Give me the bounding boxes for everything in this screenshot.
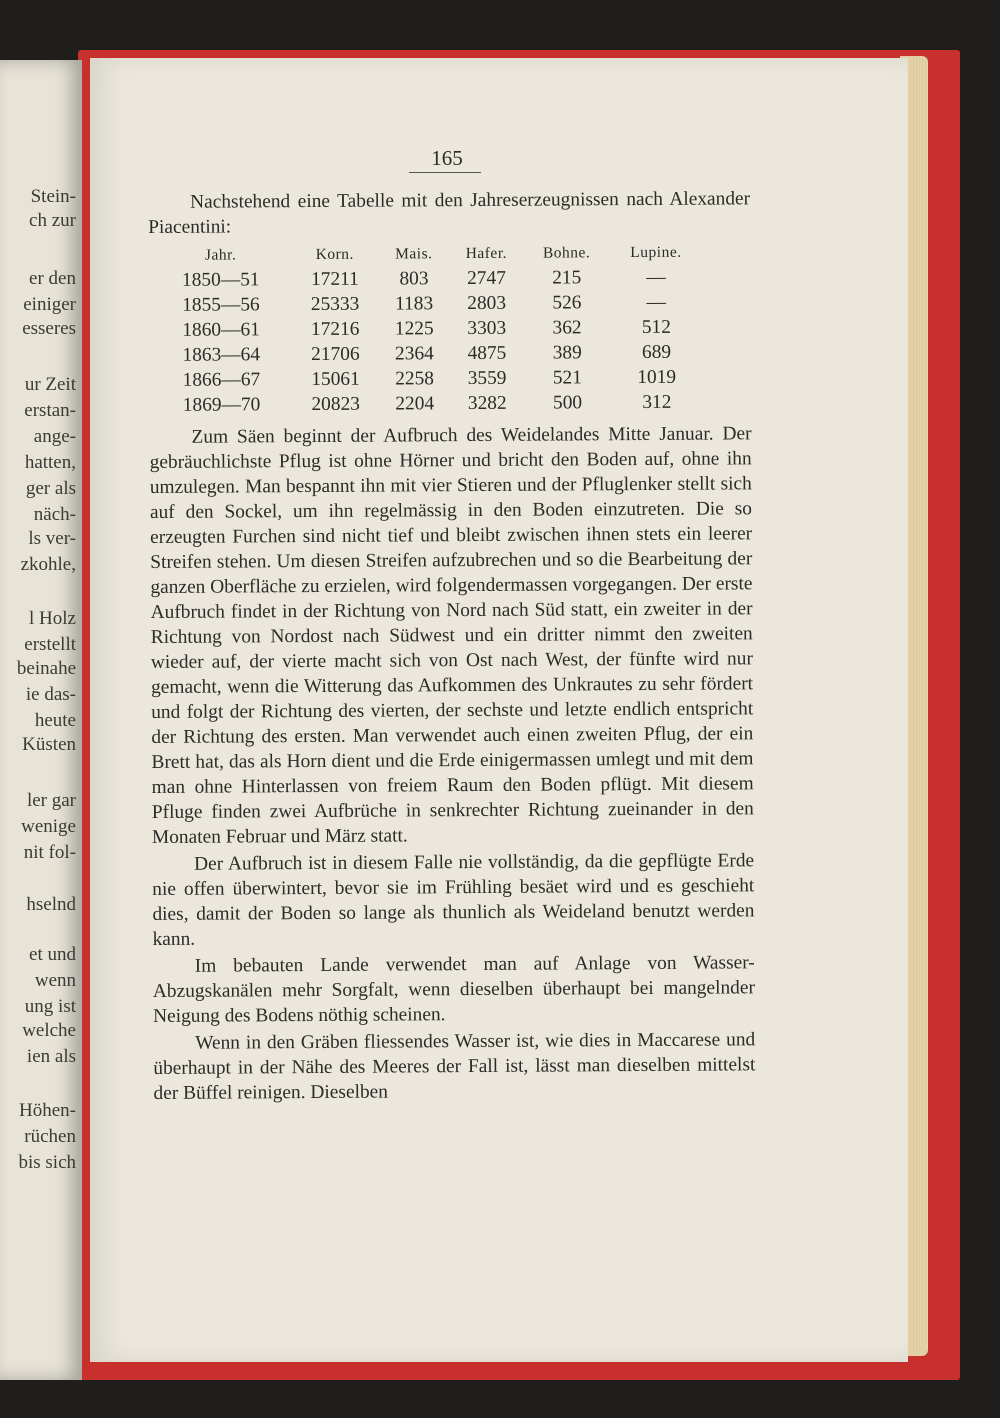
left-line-fragment: ie das- — [25, 684, 76, 705]
left-line-fragment: ung ist — [24, 996, 76, 1017]
table-cell: — — [646, 266, 666, 288]
left-line-fragment: rüchen — [24, 1126, 76, 1147]
left-line-fragment: hselnd — [26, 894, 76, 915]
column-header: Lupine. — [630, 243, 682, 262]
column-header: Mais. — [395, 245, 433, 263]
left-line-fragment: l Holz — [29, 608, 76, 629]
table-cell: 3282 — [467, 392, 507, 415]
table-row — [151, 340, 703, 368]
harvest-table — [150, 240, 703, 418]
left-line-fragment: ler gar — [26, 790, 76, 811]
left-line-fragment: wenige — [21, 816, 76, 837]
left-line-fragment: Stein- — [30, 186, 76, 207]
intro-paragraph: Nachstehend eine Tabelle mit den Jahreserzeugnissen nach Alexander Piacentini: — [148, 188, 751, 238]
table-cell: 521 — [552, 367, 582, 389]
page-number: 165 — [431, 146, 463, 170]
table-cell: 526 — [552, 292, 582, 314]
table-cell: 1869—70 — [182, 394, 261, 416]
left-line-fragment: heute — [34, 710, 76, 731]
table-cell: 15061 — [311, 368, 360, 391]
left-line-fragment: esseres — [22, 318, 76, 339]
table-cell: 2803 — [467, 292, 507, 315]
left-line-fragment: er den — [29, 268, 76, 289]
left-line-fragment: Höhen- — [19, 1100, 76, 1121]
table-cell: 362 — [552, 317, 582, 339]
left-line-fragment: ange- — [33, 426, 76, 447]
facing-page-edge — [0, 60, 82, 1380]
page-text — [148, 186, 756, 1106]
table-cell: 312 — [642, 391, 672, 413]
table-cell: 3559 — [467, 367, 507, 390]
left-line-fragment: beinahe — [16, 658, 76, 679]
body-paragraph: Der Aufbruch ist in diesem Falle nie vollständig, da die gepflügte Erde nie offen überwintert, bevor sie im Frühling besäet wird und es geschieht dies, damit der Boden so lange als thunlich als Weideland benutzt werden kann. — [152, 850, 755, 950]
table-row — [151, 390, 703, 418]
table-cell: — — [646, 291, 666, 313]
left-line-fragment: bis sich — [18, 1152, 76, 1173]
table-cell: 21706 — [311, 343, 360, 366]
body-paragraph: Im bebauten Lande verwendet man auf Anlage von Wasser-Abzugskanälen mehr Sorgfalt, wenn dieselben überhaupt bei mangelnder Neigung des Bodens nöthig scheinen. — [152, 952, 755, 1027]
left-line-fragment: wenn — [34, 970, 76, 991]
left-line-fragment: näch- — [33, 504, 76, 525]
table-cell: 17211 — [310, 268, 359, 291]
left-line-fragment: nit fol- — [23, 842, 76, 863]
table-cell: 1183 — [395, 293, 434, 315]
table-cell: 1855—56 — [182, 294, 260, 316]
table-row — [150, 265, 702, 293]
table-cell: 803 — [399, 268, 429, 290]
table-cell: 215 — [552, 267, 582, 289]
table-cell: 2747 — [467, 267, 506, 290]
left-line-fragment: Küsten — [22, 734, 76, 755]
table-cell: 2364 — [394, 343, 434, 365]
left-line-fragment: et und — [29, 944, 76, 965]
left-line-fragment: einiger — [23, 294, 76, 315]
table-header-row — [150, 240, 702, 268]
table-cell: 389 — [552, 342, 582, 364]
table-cell: 25333 — [310, 293, 360, 316]
table-cell: 1863—64 — [182, 344, 261, 366]
column-header: Hafer. — [465, 244, 508, 263]
left-line-fragment: welche — [22, 1020, 76, 1041]
table-cell: 1850—51 — [181, 269, 260, 291]
left-line-fragment: ien als — [26, 1046, 76, 1067]
table-cell: 689 — [641, 341, 672, 363]
column-header: Jahr. — [204, 246, 237, 264]
body-paragraph: Zum Säen beginnt der Aufbruch des Weidelandes Mitte Januar. Der gebräuchlichste Pflug ist ohne Hörner und bricht den Boden auf, ohne ihn umzulegen. Man bespannt ihn mit vier Stieren und der Pfluglenker stellt sich auf den Sockel, um ihn regelmässig in den Boden einzutreten. Die so erzeugten Furchen sind nicht tief und bleibt zwischen ihnen stets ein leerer Streifen stehen. Um diesen Streifen aufzubrechen und so die Bearbeitung der ganzen Oberfläche zu erzielen, wird folgendermassen vorgegangen. Der erste Aufbruch findet in der Richtung von Nord nach Süd statt, ein zweiter in der Richtung von Nordost nach Südwest und ein dritter nimmt den zweiten wieder auf, der vierte macht sich von Ost nach West, der fünfte wird nur gemacht, wenn die Witterung das Aufkommen des Unkrautes zu sehr fördert und folgt der Richtung des vierten, der sechste und letzte endlich entspricht der Richtung des ersten. Man verwendet auch einen zweiten Pflug, der ein Brett hat, das als Horn dient und die Erde einigermassen umlegt und mit dem man ohne Hinterlassen von freiem Raum den Boden pflügt. Mit diesem Pfluge finden zwei Aufbrüche in senkrechter Richtung zueinander in den Monaten Februar und März statt. — [149, 423, 754, 848]
table-cell: 1860—61 — [182, 319, 260, 341]
table-cell: 1019 — [637, 366, 677, 389]
left-line-fragment: hatten, — [24, 452, 76, 473]
table-row — [151, 365, 703, 393]
left-line-fragment: ls ver- — [28, 528, 76, 549]
left-line-fragment: ger als — [25, 478, 76, 499]
table-cell: 17216 — [310, 318, 360, 341]
table-cell: 1866—67 — [182, 369, 261, 391]
page-number-rule — [409, 172, 481, 173]
table-cell: 1225 — [394, 318, 434, 340]
column-header: Bohne. — [542, 244, 591, 262]
left-line-fragment: erstan- — [24, 400, 76, 421]
table-cell: 4875 — [467, 342, 507, 365]
left-line-fragment: ch zur — [29, 210, 76, 231]
table-cell: 2204 — [395, 393, 435, 415]
table-cell: 3303 — [467, 317, 507, 340]
table-cell: 512 — [641, 316, 671, 338]
body-paragraph: Wenn in den Gräben fliessendes Wasser ist, wie dies in Maccarese und überhaupt in der Nähe des Meeres der Fall ist, lässt man dieselben mittelst der Büffel reinigen. Dieselben — [153, 1029, 756, 1104]
column-header: Korn. — [315, 245, 354, 263]
table-row — [151, 290, 703, 318]
table-row — [151, 315, 703, 343]
table-cell: 500 — [552, 392, 583, 414]
table-cell: 20823 — [311, 393, 361, 416]
left-line-fragment: erstellt — [24, 634, 76, 655]
left-line-fragment: ur Zeit — [24, 374, 76, 395]
table-cell: 2258 — [395, 368, 435, 390]
left-line-fragment: zkohle, — [20, 554, 76, 575]
